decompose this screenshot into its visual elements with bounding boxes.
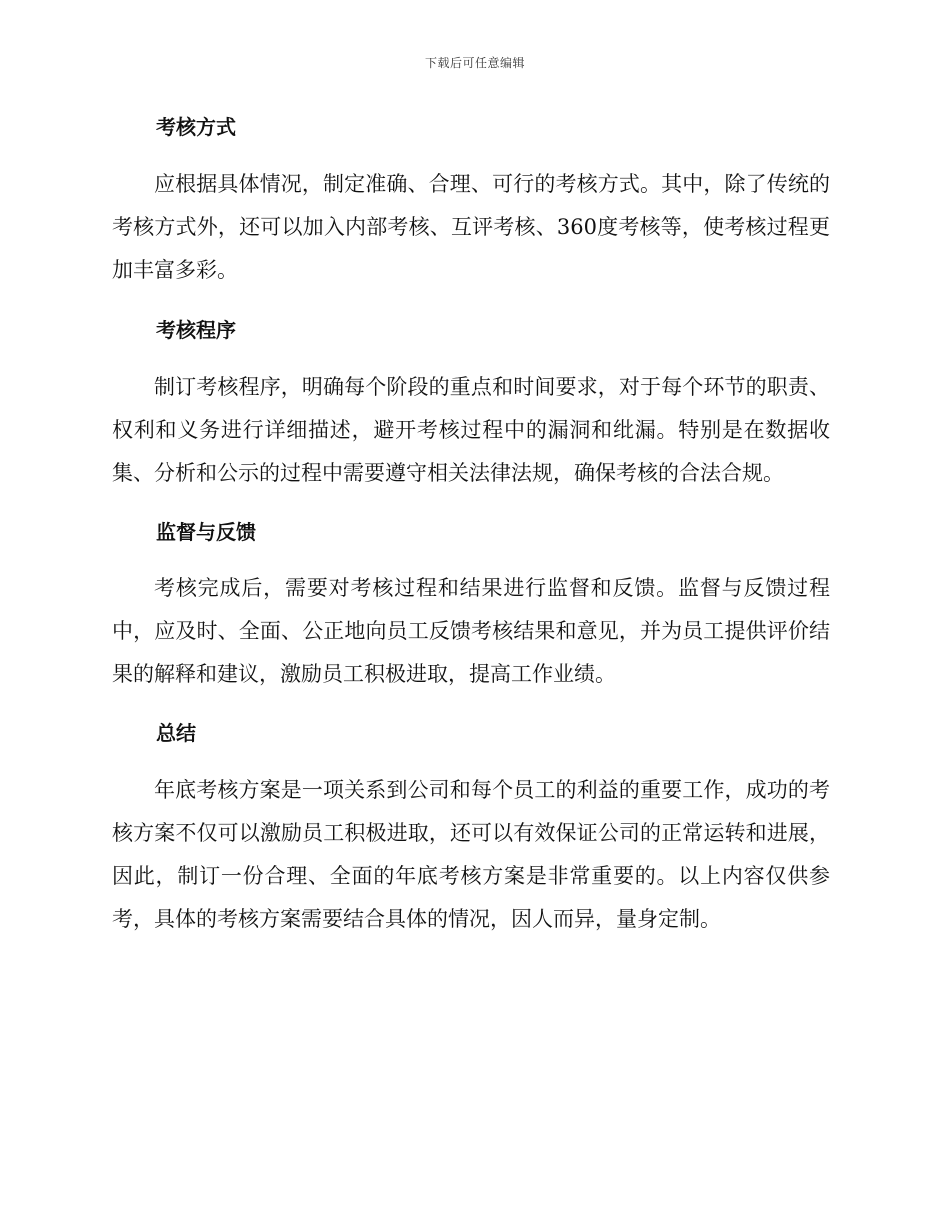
section-assessment-procedure xyxy=(112,315,830,495)
section-paragraph: 应根据具体情况，制定准确、合理、可行的考核方式。其中，除了传统的考核方式外，还可以加入内部考核、互评考核、360度考核等，使考核过程更加丰富多彩。 xyxy=(112,172,830,282)
section-heading: 监督与反馈 xyxy=(156,520,256,544)
section-heading: 考核程序 xyxy=(156,318,236,342)
section-heading: 总结 xyxy=(156,721,196,745)
section-paragraph: 考核完成后，需要对考核过程和结果进行监督和反馈。监督与反馈过程中，应及时、全面、公正地向员工反馈考核结果和意见，并为员工提供评价结果的解释和建议，激励员工积极进取，提高工作业绩。 xyxy=(112,576,830,686)
page-header-note: 下载后可任意编辑 xyxy=(424,56,525,70)
section-heading: 考核方式 xyxy=(156,115,236,139)
section-supervision-feedback xyxy=(112,517,830,696)
section-paragraph: 制订考核程序，明确每个阶段的重点和时间要求，对于每个环节的职责、权利和义务进行详细描述，避开考核过程中的漏洞和纰漏。特别是在数据收集、分析和公示的过程中需要遵守相关法律法规，确保考核的合法合规。 xyxy=(112,375,830,485)
section-assessment-method xyxy=(112,112,830,292)
section-paragraph: 年底考核方案是一项关系到公司和每个员工的利益的重要工作，成功的考核方案不仅可以激励员工积极进取，还可以有效保证公司的正常运转和进展，因此，制订一份合理、全面的年底考核方案是非常重要的。以上内容仅供参考，具体的考核方案需要结合具体的情况，因人而异，量身定制。 xyxy=(112,778,830,931)
document-body xyxy=(112,108,830,941)
section-summary xyxy=(112,718,830,941)
